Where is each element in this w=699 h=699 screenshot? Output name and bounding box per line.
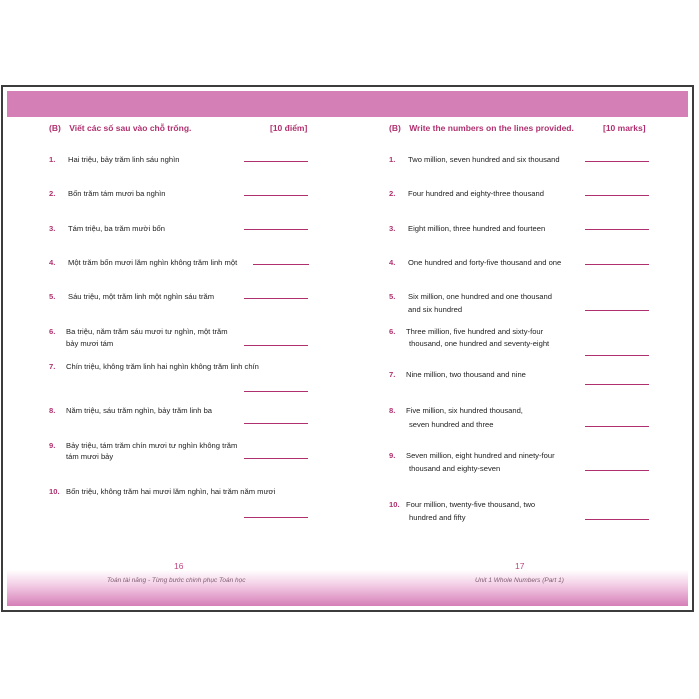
- left-item-5-number: 5.: [49, 292, 56, 301]
- left-item-6-answer-line[interactable]: [244, 345, 308, 346]
- right-footer-text: Unit 1 Whole Numbers (Part 1): [475, 577, 564, 584]
- left-item-3-answer-line[interactable]: [244, 229, 308, 230]
- left-marks: [10 điểm]: [270, 123, 308, 133]
- right-item-4-answer-line[interactable]: [585, 264, 649, 265]
- left-page: [3, 87, 348, 610]
- left-item-9-text: Bảy triệu, tám trăm chín mươi tư nghìn không trăm: [66, 441, 238, 450]
- right-section-label: (B): [389, 123, 401, 133]
- right-section-heading: [389, 123, 574, 133]
- right-item-10-number: 10.: [389, 500, 400, 509]
- right-item-5-text-line2: and six hundred: [408, 305, 463, 314]
- right-item-2-answer-line[interactable]: [585, 195, 649, 196]
- left-footer-text: Toán tài năng - Từng bước chinh phục Toán học: [107, 577, 246, 584]
- left-item-7-text: Chín triệu, không trăm linh hai nghìn không trăm linh chín: [66, 362, 259, 371]
- left-item-8-text: Năm triệu, sáu trăm nghìn, bảy trăm linh ba: [66, 406, 213, 415]
- left-item-1-text: Hai triệu, bảy trăm linh sáu nghìn: [68, 155, 180, 164]
- right-item-1-text: Two million, seven hundred and six thousand: [408, 155, 560, 164]
- left-item-6-text: Ba triệu, năm trăm sáu mươi tư nghìn, một trăm: [66, 327, 228, 336]
- left-item-9-number: 9.: [49, 441, 56, 450]
- left-item-8-number: 8.: [49, 406, 56, 415]
- right-item-7-answer-line[interactable]: [585, 384, 649, 385]
- left-item-2-answer-line[interactable]: [244, 195, 308, 196]
- right-item-7-text: Nine million, two thousand and nine: [406, 370, 526, 379]
- right-item-3-text: Eight million, three hundred and fourteen: [408, 224, 546, 233]
- left-item-6-text-line2: bảy mươi tám: [66, 339, 114, 348]
- left-item-10-text: Bốn triệu, không trăm hai mươi lăm nghìn, hai trăm năm mươi: [66, 487, 276, 496]
- left-section-heading: [49, 123, 191, 133]
- left-item-4-number: 4.: [49, 258, 56, 267]
- right-item-4-text: One hundred and forty-five thousand and one: [408, 258, 562, 267]
- left-page-number: 16: [174, 561, 184, 571]
- right-item-9-number: 9.: [389, 451, 396, 460]
- left-item-10-number: 10.: [49, 487, 60, 496]
- right-item-8-answer-line[interactable]: [585, 426, 649, 427]
- right-item-4-number: 4.: [389, 258, 396, 267]
- left-item-2-number: 2.: [49, 189, 56, 198]
- right-page: [348, 87, 693, 610]
- right-item-9-answer-line[interactable]: [585, 470, 649, 471]
- left-item-7-number: 7.: [49, 362, 56, 371]
- left-item-5-text: Sáu triệu, một trăm linh một nghìn sáu trăm: [68, 292, 215, 301]
- right-marks: [10 marks]: [603, 123, 646, 133]
- right-item-10-answer-line[interactable]: [585, 519, 649, 520]
- left-item-3-text: Tám triệu, ba trăm mười bốn: [68, 224, 165, 233]
- right-item-5-number: 5.: [389, 292, 396, 301]
- right-item-8-text-line2: seven hundred and three: [409, 420, 494, 429]
- right-item-10-text-line2: hundred and fifty: [409, 513, 466, 522]
- right-item-1-answer-line[interactable]: [585, 161, 649, 162]
- left-item-4-answer-line[interactable]: [253, 264, 309, 265]
- left-item-9-text-line2: tám mươi bảy: [66, 452, 114, 461]
- right-item-8-number: 8.: [389, 406, 396, 415]
- left-item-5-answer-line[interactable]: [244, 298, 308, 299]
- right-item-10-text: Four million, twenty-five thousand, two: [406, 500, 536, 509]
- right-item-7-number: 7.: [389, 370, 396, 379]
- right-item-5-answer-line[interactable]: [585, 310, 649, 311]
- right-item-9-text-line2: thousand and eighty-seven: [409, 464, 501, 473]
- right-page-number: 17: [515, 561, 525, 571]
- right-item-6-text-line2: thousand, one hundred and seventy-eight: [409, 339, 550, 348]
- left-item-3-number: 3.: [49, 224, 56, 233]
- left-section-label: (B): [49, 123, 61, 133]
- right-item-5-text: Six million, one hundred and one thousand: [408, 292, 552, 301]
- right-item-8-text: Five million, six hundred thousand,: [406, 406, 523, 415]
- book-spread: [1, 85, 694, 612]
- right-item-6-text: Three million, five hundred and sixty-four: [406, 327, 544, 336]
- left-item-1-number: 1.: [49, 155, 56, 164]
- right-item-2-text: Four hundred and eighty-three thousand: [408, 189, 544, 198]
- right-item-3-number: 3.: [389, 224, 396, 233]
- right-item-3-answer-line[interactable]: [585, 229, 649, 230]
- left-item-4-text: Một trăm bốn mươi lăm nghìn không trăm linh một: [68, 258, 238, 267]
- right-item-1-number: 1.: [389, 155, 396, 164]
- left-item-2-text: Bốn trăm tám mươi ba nghìn: [68, 189, 166, 198]
- right-item-9-text: Seven million, eight hundred and ninety-four: [406, 451, 555, 460]
- left-heading-text: Viết các số sau vào chỗ trống.: [69, 123, 192, 133]
- left-item-8-answer-line[interactable]: [244, 423, 308, 424]
- left-item-9-answer-line[interactable]: [244, 458, 308, 459]
- left-item-7-answer-line[interactable]: [244, 391, 308, 392]
- left-item-1-answer-line[interactable]: [244, 161, 308, 162]
- left-item-6-number: 6.: [49, 327, 56, 336]
- right-item-6-answer-line[interactable]: [585, 355, 649, 356]
- right-item-6-number: 6.: [389, 327, 396, 336]
- right-item-2-number: 2.: [389, 189, 396, 198]
- right-heading-text: Write the numbers on the lines provided.: [409, 123, 574, 133]
- left-item-10-answer-line[interactable]: [244, 517, 308, 518]
